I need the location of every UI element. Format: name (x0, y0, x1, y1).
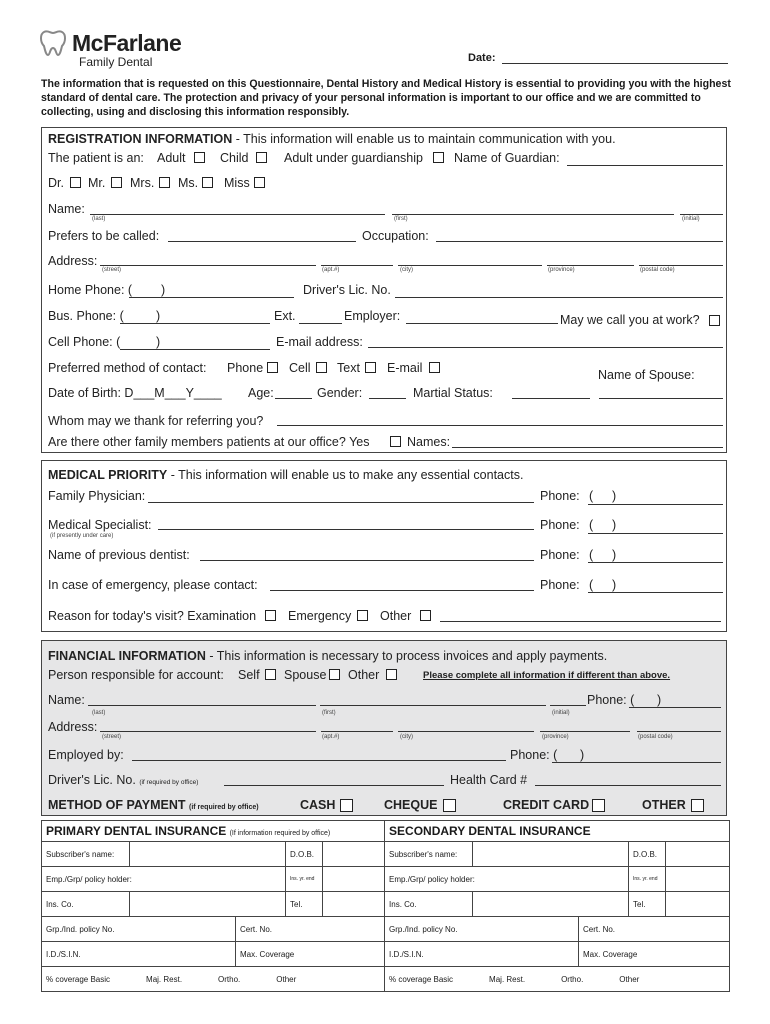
fin-initial-caption: (initial) (552, 710, 570, 716)
street-field[interactable] (100, 265, 316, 266)
patient-is-label: The patient is an: (48, 151, 144, 165)
cheque-label: CHEQUE (384, 798, 438, 812)
first-caption: (first) (394, 216, 408, 222)
spouse-resp-label: Spouse (284, 668, 327, 682)
p-emp-label: Emp./Grp/ policy holder: (42, 867, 286, 892)
s-id-label: I.D./S.I.N. (385, 942, 579, 967)
fin-apt-caption: (apt.#) (322, 734, 340, 740)
initial-field[interactable] (680, 214, 723, 215)
tooth-logo-icon (38, 28, 68, 63)
dr-checkbox[interactable] (70, 177, 81, 188)
fin-first-caption: (first) (322, 710, 336, 716)
registration-section (41, 127, 727, 453)
name-label: Name: (48, 202, 85, 216)
fin-drivers-lic-field[interactable] (224, 785, 444, 786)
gender-label: Gender: (317, 386, 363, 400)
s-ins-co-field[interactable] (473, 892, 629, 917)
p-tel-field[interactable] (323, 892, 385, 917)
insurance-table (41, 820, 730, 992)
miss-label: Miss (224, 176, 250, 190)
fin-province-caption: (province) (542, 734, 569, 740)
drivers-lic-field[interactable] (395, 297, 723, 298)
mrs-label: Mrs. (130, 176, 155, 190)
health-card-field[interactable] (535, 785, 721, 786)
child-label: Child (220, 151, 249, 165)
specialist-note: (if presently under care) (50, 533, 114, 539)
emergency-contact-field[interactable] (270, 590, 534, 591)
referring-field[interactable] (277, 425, 723, 426)
cheque-checkbox[interactable] (443, 799, 456, 812)
home-phone-label: Home Phone: ( (48, 283, 133, 297)
s-dob-label: D.O.B. (629, 842, 666, 867)
p-ins-co-field[interactable] (130, 892, 286, 917)
other-pay-label: OTHER (642, 798, 686, 812)
s-emp-label: Emp./Grp/ policy holder: (385, 867, 629, 892)
email-field[interactable] (368, 347, 723, 348)
bus-phone-field[interactable] (120, 323, 270, 324)
email-label: E-mail address: (276, 335, 363, 349)
apt-caption: (apt.#) (322, 267, 340, 273)
p-ins-co-label: Ins. Co. (42, 892, 130, 917)
emp-phone-paren: ) (580, 748, 585, 762)
date-label: Date: (468, 52, 496, 64)
other-reason-checkbox[interactable] (420, 610, 431, 621)
s-ins-co-label: Ins. Co. (385, 892, 473, 917)
bus-phone-paren: ) (156, 309, 161, 323)
may-call-label: May we call you at work? (560, 313, 700, 327)
guardianship-checkbox[interactable] (433, 152, 444, 163)
financial-desc: - This information is necessary to process invoices and apply payments. (209, 649, 608, 663)
p-ins-yr-label: Ins. yr. end (286, 867, 323, 892)
fin-phone-label: Phone: ( (587, 693, 635, 707)
p-coverage-row (42, 967, 385, 992)
logo-subtitle: Family Dental (79, 55, 153, 69)
city-field[interactable] (398, 265, 542, 266)
emergency-contact-label: In case of emergency, please contact: (48, 578, 258, 592)
fin-last-caption: (last) (92, 710, 106, 716)
s-tel-label: Tel. (629, 892, 666, 917)
emergency-label: Emergency (288, 609, 352, 623)
phone-contact-checkbox[interactable] (267, 362, 278, 373)
guardian-name-label: Name of Guardian: (454, 151, 560, 165)
p-maj-rest: Maj. Rest. (146, 974, 183, 984)
dentist-phone-label: Phone: (540, 548, 580, 562)
fin-last-field[interactable] (88, 705, 316, 706)
fin-drivers-lic-label: Driver's Lic. No. (48, 773, 136, 787)
mr-checkbox[interactable] (111, 177, 122, 188)
prefers-label: Prefers to be called: (48, 229, 160, 243)
first-name-field[interactable] (392, 214, 674, 215)
email-contact-checkbox[interactable] (429, 362, 440, 373)
home-phone-field[interactable] (129, 297, 294, 298)
adult-label: Adult (157, 151, 186, 165)
emergency-paren-close: ) (612, 578, 617, 592)
req-office-note: (if required by office) (139, 779, 199, 786)
apt-field[interactable] (321, 265, 393, 266)
age-label: Age: (248, 386, 274, 400)
postal-caption: (postal code) (640, 267, 675, 273)
s-ortho: Ortho. (561, 974, 584, 984)
bus-phone-label: Bus. Phone: ( (48, 309, 124, 323)
p-coverage-basic: % coverage Basic (46, 974, 111, 984)
p-grp-label: Grp./Ind. policy No. (42, 917, 236, 942)
emergency-paren-open: ( (589, 578, 594, 592)
ms-label: Ms. (178, 176, 199, 190)
email-contact-label: E-mail (387, 361, 423, 375)
fin-postal-caption: (postal code) (638, 734, 673, 740)
s-maj-rest: Maj. Rest. (489, 974, 526, 984)
fin-address-label: Address: (48, 720, 98, 734)
medical-desc: - This information will enable us to make any essential contacts. (170, 468, 524, 482)
child-checkbox[interactable] (256, 152, 267, 163)
dob-label: Date of Birth: D___M___Y____ (48, 386, 222, 400)
physician-phone-label: Phone: (540, 489, 580, 503)
credit-card-label: CREDIT CARD (503, 798, 590, 812)
date-field[interactable] (502, 63, 728, 64)
address-label: Address: (48, 254, 98, 268)
drivers-lic-label: Driver's Lic. No. (303, 283, 391, 297)
cell-phone-field[interactable] (120, 349, 270, 350)
fin-street-field[interactable] (100, 731, 316, 732)
registration-desc: - This information will enable us to maintain communication with you. (235, 132, 616, 146)
gender-field[interactable] (369, 398, 406, 399)
spouse-label: Name of Spouse: (598, 368, 695, 382)
other-reason-field[interactable] (440, 621, 721, 622)
adult-checkbox[interactable] (194, 152, 205, 163)
other-pay-checkbox[interactable] (691, 799, 704, 812)
province-caption: (province) (548, 267, 575, 273)
prefers-field[interactable] (168, 241, 356, 242)
marital-label: Martial Status: (413, 386, 493, 400)
family-members-label: Are there other family members patients at our office? Yes (48, 435, 370, 449)
p-ortho: Ortho. (218, 974, 241, 984)
s-other: Other (619, 974, 640, 984)
financial-title: FINANCIAL INFORMATION (48, 649, 206, 663)
specialist-field[interactable] (158, 529, 534, 530)
fin-street-caption: (street) (102, 734, 122, 740)
ext-label: Ext. (274, 309, 296, 323)
payment-method-label: METHOD OF PAYMENT (48, 798, 186, 812)
s-subscriber-field[interactable] (473, 842, 629, 867)
mr-label: Mr. (88, 176, 106, 190)
dr-label: Dr. (48, 176, 64, 190)
may-call-checkbox[interactable] (709, 315, 720, 326)
cell-contact-checkbox[interactable] (316, 362, 327, 373)
cash-checkbox[interactable] (340, 799, 353, 812)
cash-label: CASH (300, 798, 336, 812)
p-dob-field[interactable] (323, 842, 385, 867)
dentist-paren-open: ( (589, 548, 594, 562)
fin-city-field[interactable] (398, 731, 534, 732)
emergency-phone-field[interactable] (588, 592, 723, 593)
initial-caption: (initial) (682, 216, 700, 222)
cell-phone-paren: ) (156, 335, 161, 349)
financial-section (41, 640, 727, 816)
miss-checkbox[interactable] (254, 177, 265, 188)
names-label: Names: (407, 435, 451, 449)
s-tel-field[interactable] (666, 892, 730, 917)
registration-title: REGISTRATION INFORMATION (48, 132, 233, 146)
p-id-label: I.D./S.I.N. (42, 942, 236, 967)
street-caption: (street) (102, 267, 122, 273)
province-field[interactable] (547, 265, 634, 266)
physician-paren-open: ( (589, 489, 594, 503)
s-dob-field[interactable] (666, 842, 730, 867)
p-max-label: Max. Coverage (236, 942, 385, 967)
logo-name: McFarlane (72, 30, 182, 56)
s-ins-yr-label: Ins. yr. end (629, 867, 666, 892)
text-contact-label: Text (337, 361, 360, 375)
physician-paren-close: ) (612, 489, 617, 503)
guardianship-label: Adult under guardianship (284, 151, 423, 165)
secondary-insurance-header: SECONDARY DENTAL INSURANCE (385, 821, 730, 842)
text-contact-checkbox[interactable] (365, 362, 376, 373)
fin-postal-field[interactable] (637, 731, 721, 732)
dentist-paren-close: ) (612, 548, 617, 562)
p-other: Other (276, 974, 297, 984)
specialist-paren-open: ( (589, 518, 594, 532)
primary-insurance-title: PRIMARY DENTAL INSURANCE (46, 824, 227, 838)
intro-text: The information that is requested on this Questionnaire, Dental History and Medical History is essential to providing you with the highest standard of dental care. The protection and privacy of your personal information is important to our office and we are committed to collecting, using and disclosing this information responsibly. (41, 78, 731, 118)
referring-label: Whom may we thank for referring you? (48, 414, 264, 428)
payment-req-note: (if required by office) (189, 804, 259, 811)
specialist-phone-label: Phone: (540, 518, 580, 532)
credit-card-checkbox[interactable] (592, 799, 605, 812)
fin-apt-field[interactable] (321, 731, 393, 732)
s-coverage-row (385, 967, 730, 992)
other-resp-checkbox[interactable] (386, 669, 397, 680)
guardian-name-field[interactable] (567, 165, 723, 166)
preferred-contact-label: Preferred method of contact: (48, 361, 207, 375)
s-ins-yr-field[interactable] (666, 867, 730, 892)
marital-field[interactable] (512, 398, 590, 399)
responsible-label: Person responsible for account: (48, 668, 224, 682)
occupation-label: Occupation: (362, 229, 429, 243)
occupation-field[interactable] (436, 241, 723, 242)
s-cert-label: Cert. No. (579, 917, 730, 942)
self-checkbox[interactable] (265, 669, 276, 680)
employer-field[interactable] (406, 323, 558, 324)
prev-dentist-field[interactable] (200, 560, 534, 561)
other-reason-label: Other (380, 609, 412, 623)
s-subscriber-label: Subscriber's name: (385, 842, 473, 867)
last-name-field[interactable] (90, 214, 385, 215)
physician-label: Family Physician: (48, 489, 146, 503)
fin-first-field[interactable] (320, 705, 546, 706)
phone-contact-label: Phone (227, 361, 264, 375)
medical-section (41, 460, 727, 632)
p-cert-label: Cert. No. (236, 917, 385, 942)
city-caption: (city) (400, 267, 413, 273)
home-phone-paren: ) (161, 283, 166, 297)
specialist-label: Medical Specialist: (48, 518, 152, 532)
dentist-phone-field[interactable] (588, 562, 723, 563)
employer-label: Employer: (344, 309, 401, 323)
p-tel-label: Tel. (286, 892, 323, 917)
cell-phone-label: Cell Phone: ( (48, 335, 121, 349)
fin-phone-field[interactable] (629, 707, 721, 708)
fin-phone-paren: ) (657, 693, 662, 707)
physician-field[interactable] (148, 502, 534, 503)
other-resp-label: Other (348, 668, 380, 682)
s-coverage-basic: % coverage Basic (389, 974, 454, 984)
emp-phone-label: Phone: ( (510, 748, 558, 762)
complete-note: Please complete all information if different than above. (423, 670, 671, 681)
fin-province-field[interactable] (540, 731, 630, 732)
ms-checkbox[interactable] (202, 177, 213, 188)
p-subscriber-label: Subscriber's name: (42, 842, 130, 867)
employed-by-field[interactable] (132, 760, 506, 761)
family-yes-checkbox[interactable] (390, 436, 401, 447)
primary-insurance-header (42, 821, 385, 842)
names-field[interactable] (452, 447, 723, 448)
self-label: Self (238, 668, 260, 682)
cell-contact-label: Cell (289, 361, 311, 375)
mrs-checkbox[interactable] (159, 177, 170, 188)
health-card-label: Health Card # (450, 773, 528, 787)
emp-phone-field[interactable] (552, 762, 721, 763)
p-ins-yr-field[interactable] (323, 867, 385, 892)
physician-phone-field[interactable] (588, 504, 723, 505)
p-subscriber-field[interactable] (130, 842, 286, 867)
fin-initial-field[interactable] (550, 705, 586, 706)
spouse-field[interactable] (599, 398, 723, 399)
examination-checkbox[interactable] (265, 610, 276, 621)
medical-title: MEDICAL PRIORITY (48, 468, 168, 482)
emergency-checkbox[interactable] (357, 610, 368, 621)
s-max-label: Max. Coverage (579, 942, 730, 967)
prev-dentist-label: Name of previous dentist: (48, 548, 190, 562)
spouse-resp-checkbox[interactable] (329, 669, 340, 680)
primary-insurance-note: (If information required by office) (229, 830, 331, 837)
postal-field[interactable] (639, 265, 723, 266)
employed-by-label: Employed by: (48, 748, 124, 762)
fin-name-label: Name: (48, 693, 85, 707)
age-field[interactable] (275, 398, 312, 399)
fin-city-caption: (city) (400, 734, 413, 740)
specialist-phone-field[interactable] (588, 533, 723, 534)
specialist-paren-close: ) (612, 518, 617, 532)
emergency-phone-label: Phone: (540, 578, 580, 592)
last-caption: (last) (92, 216, 106, 222)
ext-field[interactable] (299, 323, 342, 324)
reason-label: Reason for today's visit? Examination (48, 609, 257, 623)
p-dob-label: D.O.B. (286, 842, 323, 867)
s-grp-label: Grp./Ind. policy No. (385, 917, 579, 942)
